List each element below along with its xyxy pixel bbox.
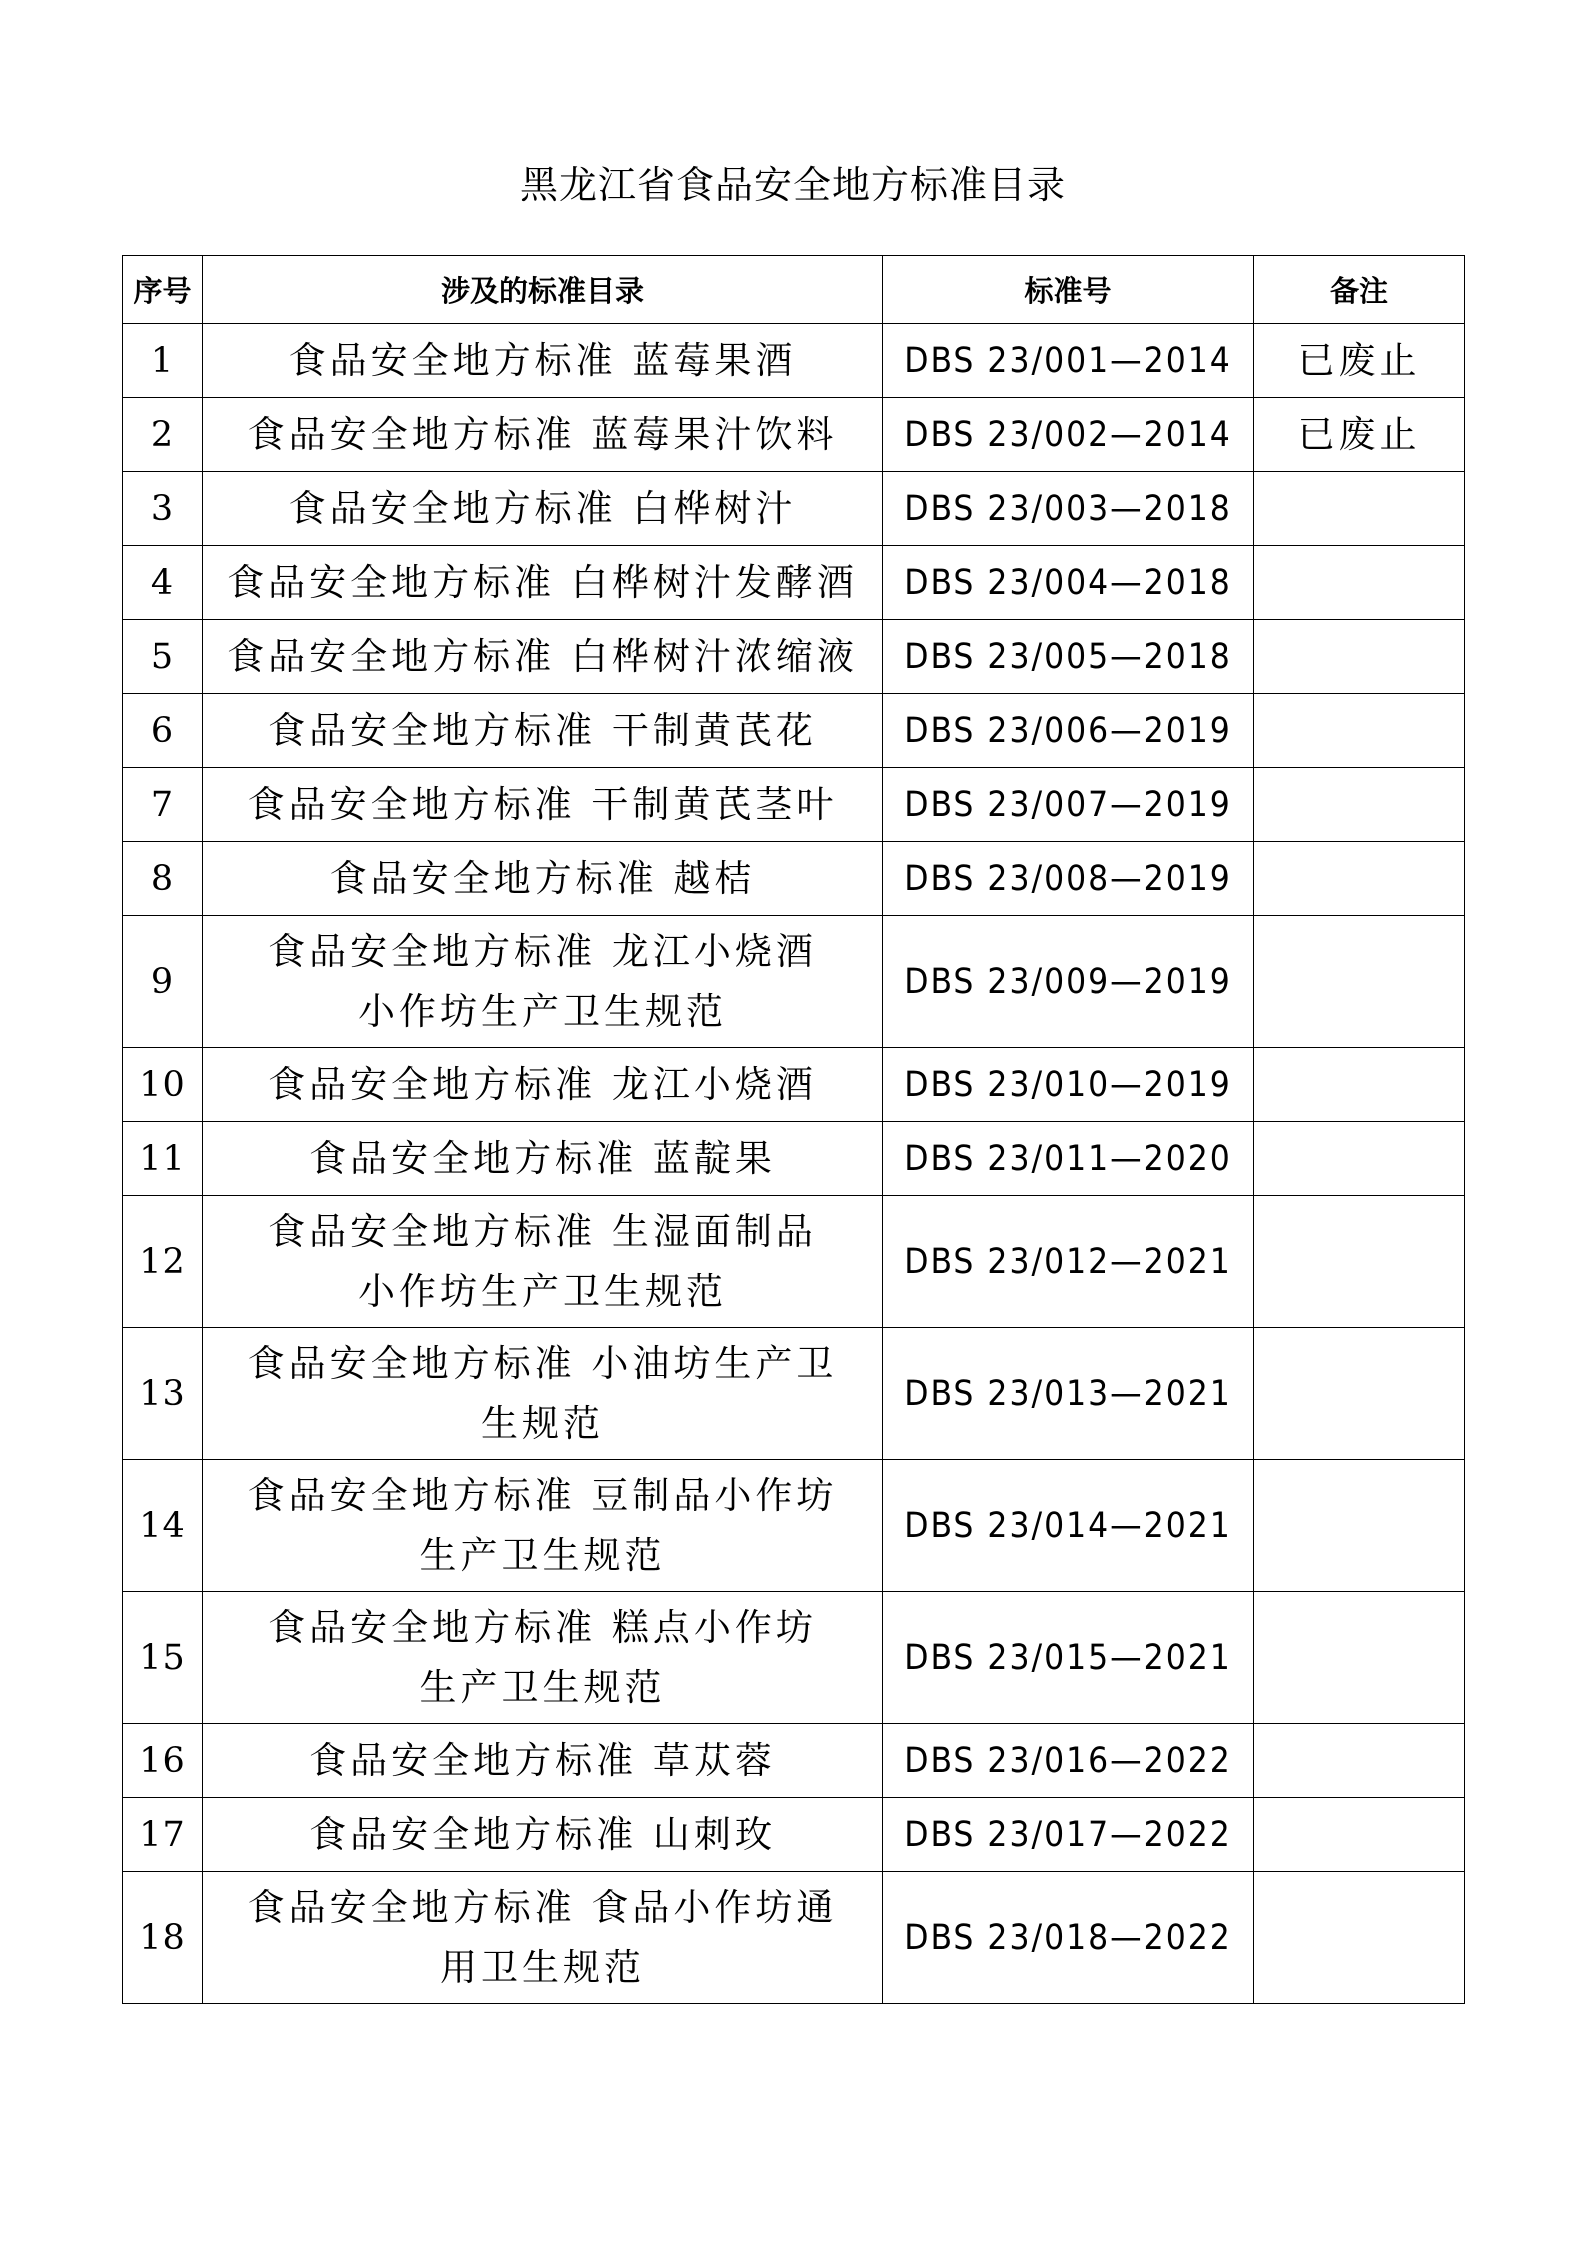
table-row: [123, 472, 1465, 546]
header-standard-code: 标准号: [883, 256, 1254, 324]
standard-code-cell: DBS 23/006—2019: [883, 694, 1254, 768]
remarks-cell: [1254, 620, 1465, 694]
standard-code-cell: DBS 23/014—2021: [883, 1460, 1254, 1592]
standard-name-cell: [203, 1122, 883, 1196]
standard-code-cell: DBS 23/001—2014: [883, 324, 1254, 398]
standard-code-cell: DBS 23/013—2021: [883, 1328, 1254, 1460]
serial-number-cell: 9: [123, 916, 203, 1048]
table-row: [123, 324, 1465, 398]
serial-number-cell: 16: [123, 1724, 203, 1798]
remarks-cell: [1254, 1328, 1465, 1460]
standard-name-cell: [203, 1048, 883, 1122]
table-row: [123, 546, 1465, 620]
table-row: [123, 842, 1465, 916]
standard-name-line: 食品安全地方标准 白桦树汁发酵酒: [227, 560, 858, 604]
table-row: [123, 1724, 1465, 1798]
standard-name-line: 食品安全地方标准 白桦树汁浓缩液: [227, 634, 858, 678]
standard-name-line: 食品安全地方标准 草苁蓉: [309, 1738, 776, 1782]
standard-name-line: 生产卫生规范: [419, 1533, 666, 1577]
serial-number-cell: 3: [123, 472, 203, 546]
table-row: [123, 1872, 1465, 2004]
standard-code-cell: DBS 23/018—2022: [883, 1872, 1254, 2004]
remarks-cell: 已废止: [1254, 324, 1465, 398]
serial-number-cell: 2: [123, 398, 203, 472]
standard-name-cell: [203, 1460, 883, 1592]
standard-name-cell: [203, 472, 883, 546]
serial-number-cell: 8: [123, 842, 203, 916]
remarks-cell: [1254, 1460, 1465, 1592]
standard-code-cell: DBS 23/005—2018: [883, 620, 1254, 694]
table-row: [123, 1196, 1465, 1328]
standard-name-line: 生产卫生规范: [419, 1665, 666, 1709]
standard-name-cell: [203, 324, 883, 398]
serial-number-cell: 17: [123, 1798, 203, 1872]
serial-number-cell: 11: [123, 1122, 203, 1196]
standard-code-cell: DBS 23/011—2020: [883, 1122, 1254, 1196]
header-standard-name: 涉及的标准目录: [203, 256, 883, 324]
standard-name-line: 食品安全地方标准 豆制品小作坊: [247, 1473, 838, 1517]
serial-number-cell: 13: [123, 1328, 203, 1460]
standard-name-cell: [203, 916, 883, 1048]
serial-number-cell: 18: [123, 1872, 203, 2004]
serial-number-cell: 7: [123, 768, 203, 842]
remarks-cell: [1254, 842, 1465, 916]
serial-number-cell: 15: [123, 1592, 203, 1724]
standard-name-line: 食品安全地方标准 蓝莓果酒: [288, 338, 797, 382]
standard-name-line: 小作坊生产卫生规范: [358, 1269, 727, 1313]
remarks-cell: [1254, 1196, 1465, 1328]
standard-name-cell: [203, 694, 883, 768]
header-remarks: 备注: [1254, 256, 1465, 324]
standard-name-line: 食品安全地方标准 食品小作坊通: [247, 1885, 838, 1929]
standard-name-line: 用卫生规范: [440, 1945, 645, 1989]
remarks-cell: [1254, 1724, 1465, 1798]
standard-name-line: 食品安全地方标准 白桦树汁: [288, 486, 797, 530]
standard-name-line: 食品安全地方标准 龙江小烧酒: [268, 1062, 817, 1106]
serial-number-cell: 6: [123, 694, 203, 768]
remarks-cell: [1254, 916, 1465, 1048]
remarks-cell: [1254, 694, 1465, 768]
standard-name-line: 食品安全地方标准 山刺玫: [309, 1812, 776, 1856]
standard-code-cell: DBS 23/016—2022: [883, 1724, 1254, 1798]
standard-name-cell: [203, 842, 883, 916]
table-row: [123, 1122, 1465, 1196]
table-row: [123, 620, 1465, 694]
serial-number-cell: 1: [123, 324, 203, 398]
table-row: [123, 1328, 1465, 1460]
standard-code-cell: DBS 23/010—2019: [883, 1048, 1254, 1122]
serial-number-cell: 14: [123, 1460, 203, 1592]
table-row: [123, 1048, 1465, 1122]
standard-name-cell: [203, 398, 883, 472]
table-row: [123, 694, 1465, 768]
serial-number-cell: 12: [123, 1196, 203, 1328]
serial-number-cell: 10: [123, 1048, 203, 1122]
page-title: 黑龙江省食品安全地方标准目录: [519, 163, 1066, 207]
remarks-cell: [1254, 1798, 1465, 1872]
serial-number-cell: 4: [123, 546, 203, 620]
table-row: [123, 1460, 1465, 1592]
remarks-cell: [1254, 546, 1465, 620]
standard-name-line: 食品安全地方标准 干制黄芪茎叶: [247, 782, 838, 826]
standard-code-cell: DBS 23/015—2021: [883, 1592, 1254, 1724]
standard-name-line: 食品安全地方标准 蓝莓果汁饮料: [247, 412, 838, 456]
standard-code-cell: DBS 23/002—2014: [883, 398, 1254, 472]
standard-name-line: 食品安全地方标准 越桔: [329, 856, 756, 900]
standard-name-cell: [203, 546, 883, 620]
standard-name-line: 食品安全地方标准 蓝靛果: [309, 1136, 776, 1180]
remarks-cell: [1254, 472, 1465, 546]
standard-code-cell: DBS 23/009—2019: [883, 916, 1254, 1048]
standard-name-line: 食品安全地方标准 小油坊生产卫: [247, 1341, 838, 1385]
standard-name-line: 食品安全地方标准 生湿面制品: [268, 1209, 817, 1253]
remarks-cell: [1254, 1592, 1465, 1724]
standard-name-cell: [203, 768, 883, 842]
standard-code-cell: DBS 23/008—2019: [883, 842, 1254, 916]
standard-name-cell: [203, 1724, 883, 1798]
standard-code-cell: DBS 23/007—2019: [883, 768, 1254, 842]
remarks-cell: 已废止: [1254, 398, 1465, 472]
standard-code-cell: DBS 23/012—2021: [883, 1196, 1254, 1328]
standard-name-line: 食品安全地方标准 糕点小作坊: [268, 1605, 817, 1649]
table-header-row: [123, 256, 1465, 324]
standard-name-line: 食品安全地方标准 干制黄芪花: [268, 708, 817, 752]
remarks-cell: [1254, 1048, 1465, 1122]
standard-name-cell: [203, 1798, 883, 1872]
remarks-cell: [1254, 768, 1465, 842]
standard-code-cell: DBS 23/004—2018: [883, 546, 1254, 620]
serial-number-cell: 5: [123, 620, 203, 694]
standard-name-cell: [203, 1328, 883, 1460]
remarks-cell: [1254, 1122, 1465, 1196]
standard-name-line: 生规范: [481, 1401, 604, 1445]
standard-name-cell: [203, 1592, 883, 1724]
standard-name-line: 小作坊生产卫生规范: [358, 989, 727, 1033]
standard-code-cell: DBS 23/003—2018: [883, 472, 1254, 546]
standard-code-cell: DBS 23/017—2022: [883, 1798, 1254, 1872]
table-body: [123, 324, 1465, 2004]
table-row: [123, 1798, 1465, 1872]
standard-name-cell: [203, 1196, 883, 1328]
standard-name-line: 食品安全地方标准 龙江小烧酒: [268, 929, 817, 973]
header-serial-number: 序号: [123, 256, 203, 324]
table-row: [123, 768, 1465, 842]
standards-table: [122, 255, 1465, 2004]
standard-name-cell: [203, 620, 883, 694]
table-row: [123, 916, 1465, 1048]
remarks-cell: [1254, 1872, 1465, 2004]
standard-name-cell: [203, 1872, 883, 2004]
table-row: [123, 1592, 1465, 1724]
table-row: [123, 398, 1465, 472]
